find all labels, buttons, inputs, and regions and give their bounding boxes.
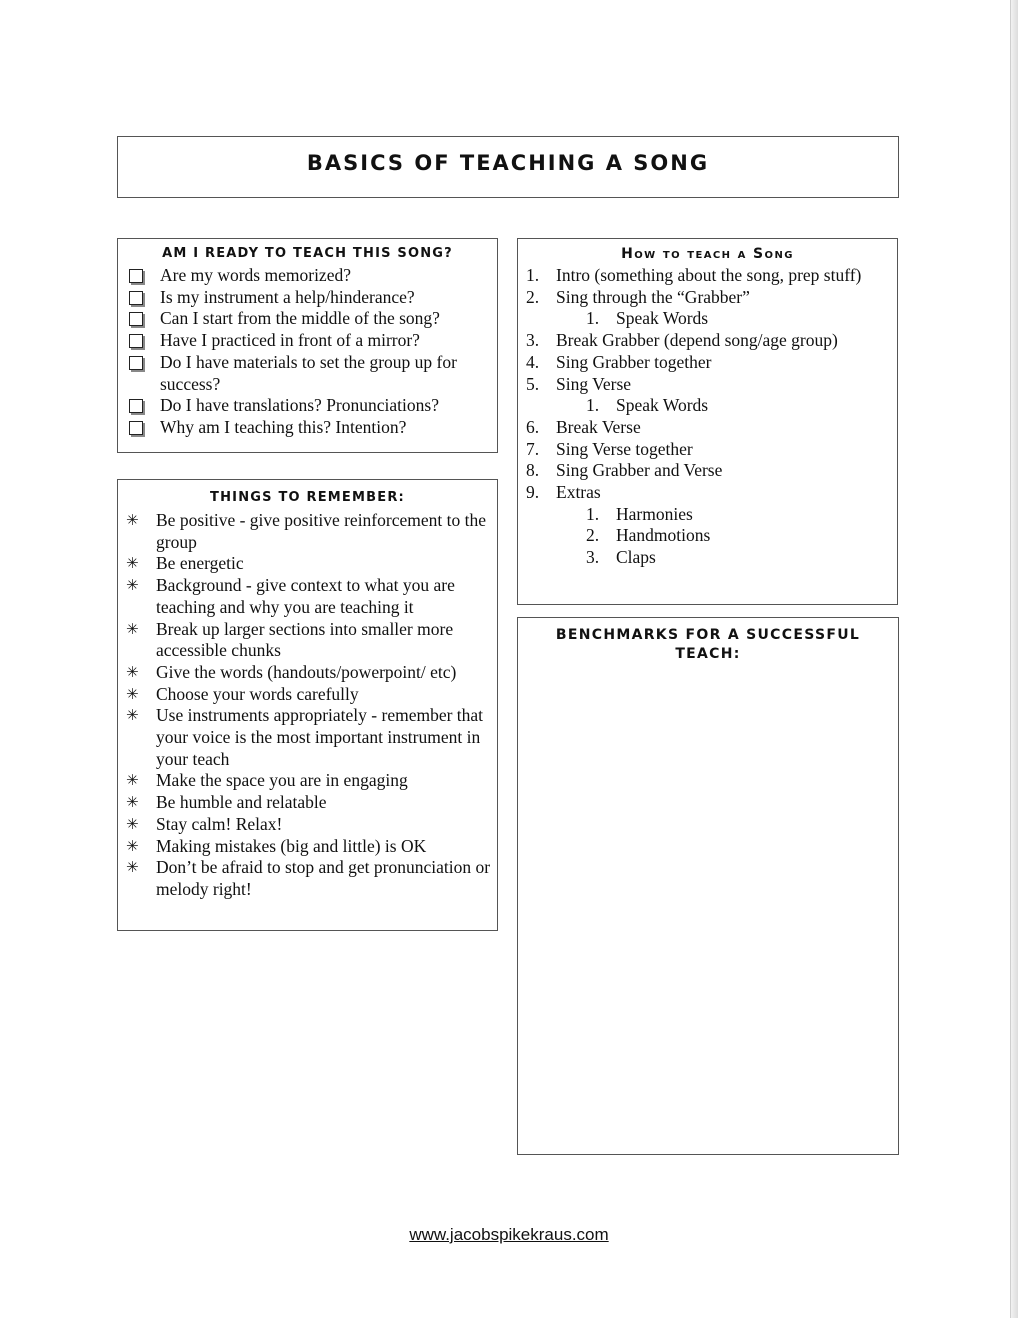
step-item (518, 374, 897, 396)
remember-item (118, 575, 497, 618)
step-number: 3. (526, 330, 540, 351)
step-text: Claps (616, 547, 656, 568)
checklist-item (118, 308, 497, 330)
remember-item-text: Use instruments appropriately - remember that your voice is the most important instrument in your teach (156, 705, 484, 769)
step-number: 4. (526, 351, 540, 372)
remember-item-text: Make the space you are in engaging (156, 770, 408, 791)
step-text: Sing through the “Grabber” (556, 286, 750, 307)
remember-item (118, 619, 497, 662)
checklist-item (118, 287, 497, 309)
checklist-item-label: Do I have translations? Pronunciations? (160, 395, 439, 416)
checklist-item (118, 395, 497, 417)
remember-item-text: Choose your words carefully (156, 683, 359, 704)
remember-item (118, 770, 497, 792)
step-text: Speak Words (616, 308, 709, 329)
checklist-item (118, 265, 497, 287)
step-item (518, 439, 897, 461)
step-text: Break Grabber (depend song/age group) (556, 330, 838, 351)
checklist-item-label: Do I have materials to set the group up for success? (160, 351, 457, 394)
checkbox-icon[interactable] (129, 334, 143, 348)
remember-item-text: Give the words (handouts/powerpoint/ etc) (156, 661, 457, 682)
step-item (518, 482, 897, 504)
remember-item (118, 814, 497, 836)
step-number: 1. (526, 265, 540, 285)
substep-item (518, 308, 897, 330)
footer (0, 1225, 1018, 1245)
step-item (518, 460, 897, 482)
checkbox-icon[interactable] (129, 356, 143, 370)
step-text: Break Verse (556, 416, 641, 437)
remember-item (118, 705, 497, 770)
step-text: Sing Verse together (556, 438, 693, 459)
checkbox-icon[interactable] (129, 421, 143, 435)
benchmarks-box (517, 617, 899, 1155)
remember-item-text: Be energetic (156, 553, 244, 574)
ready-heading: AM I READY TO TEACH THIS SONG? (162, 246, 453, 261)
remember-box (117, 479, 498, 931)
remember-item (118, 857, 497, 900)
remember-item-text: Background - give context to what you are teaching and why you are teaching it (156, 575, 455, 617)
checkbox-icon[interactable] (129, 312, 143, 326)
checklist-item-label: Can I start from the middle of the song? (160, 308, 440, 329)
remember-item-text: Be positive - give positive reinforcement to the group (156, 510, 486, 552)
step-item (518, 330, 897, 352)
substep-item (518, 547, 897, 569)
checklist-item (118, 417, 497, 439)
step-text: Intro (something about the song, prep stuff) (556, 265, 862, 285)
checkbox-icon[interactable] (129, 269, 143, 283)
checkbox-icon[interactable] (129, 399, 143, 413)
step-number: 5. (526, 373, 540, 394)
checklist-item (118, 352, 497, 395)
step-text: Speak Words (616, 395, 709, 416)
how-to-teach-box (517, 238, 898, 605)
asterisk-bullet-icon: ✳ (126, 836, 139, 855)
step-text: Sing Grabber and Verse (556, 460, 723, 481)
how-steps-list (518, 265, 897, 569)
step-number: 2. (586, 525, 600, 546)
asterisk-bullet-icon: ✳ (126, 619, 139, 638)
asterisk-bullet-icon: ✳ (126, 706, 139, 725)
step-number: 1. (586, 503, 600, 524)
step-number: 1. (586, 395, 600, 416)
step-item (518, 417, 897, 439)
asterisk-bullet-icon: ✳ (126, 684, 139, 703)
checklist-item-label: Is my instrument a help/hinderance? (160, 286, 415, 307)
step-text: Sing Grabber together (556, 351, 712, 372)
remember-item-text: Break up larger sections into smaller more accessible chunks (156, 618, 454, 661)
step-number: 6. (526, 416, 540, 437)
remember-item (118, 792, 497, 814)
step-text: Extras (556, 482, 601, 503)
checklist-item (118, 330, 497, 352)
remember-item (118, 510, 497, 553)
asterisk-bullet-icon: ✳ (126, 771, 139, 790)
step-text: Sing Verse (556, 373, 632, 394)
checklist-item-label: Are my words memorized? (160, 265, 351, 285)
title-box (117, 136, 899, 198)
substep-item (518, 395, 897, 417)
step-item (518, 352, 897, 374)
remember-item-text: Don’t be afraid to stop and get pronunciation or melody right! (156, 857, 491, 899)
remember-item (118, 553, 497, 575)
step-number: 9. (526, 482, 540, 503)
step-text: Handmotions (616, 525, 711, 546)
step-number: 7. (526, 438, 540, 459)
remember-item-text: Making mistakes (big and little) is OK (156, 835, 427, 856)
website-link[interactable]: www.jacobspikekraus.com (409, 1225, 609, 1244)
asterisk-bullet-icon: ✳ (126, 554, 139, 573)
checkbox-icon[interactable] (129, 291, 143, 305)
remember-item (118, 684, 497, 706)
step-text: Harmonies (616, 503, 693, 524)
remember-item (118, 662, 497, 684)
asterisk-bullet-icon: ✳ (126, 511, 139, 529)
remember-heading: THINGS TO REMEMBER: (210, 490, 405, 505)
step-number: 2. (526, 286, 540, 307)
checklist-item-label: Have I practiced in front of a mirror? (160, 330, 420, 351)
ready-checklist (118, 265, 497, 439)
checklist-item-label: Why am I teaching this? Intention? (160, 416, 407, 437)
remember-list (118, 510, 497, 901)
asterisk-bullet-icon: ✳ (126, 662, 139, 681)
remember-item (118, 836, 497, 858)
step-number: 1. (586, 308, 600, 329)
how-heading: How to teach a Song (621, 246, 794, 262)
benchmarks-heading: BENCHMARKS FOR A SUCCESSFUL TEACH: (555, 627, 861, 662)
ready-checklist-box (117, 238, 498, 453)
step-item (518, 265, 897, 287)
step-number: 8. (526, 460, 540, 481)
asterisk-bullet-icon: ✳ (126, 576, 139, 595)
step-number: 3. (586, 547, 600, 568)
page-edge (1010, 0, 1018, 1318)
substep-item (518, 504, 897, 526)
asterisk-bullet-icon: ✳ (126, 814, 139, 833)
substep-item (518, 525, 897, 547)
page-title: BASICS OF TEACHING A SONG (306, 151, 710, 175)
asterisk-bullet-icon: ✳ (126, 793, 139, 812)
asterisk-bullet-icon: ✳ (126, 858, 139, 877)
step-item (518, 287, 897, 309)
remember-item-text: Stay calm! Relax! (156, 813, 283, 834)
remember-item-text: Be humble and relatable (156, 792, 327, 813)
